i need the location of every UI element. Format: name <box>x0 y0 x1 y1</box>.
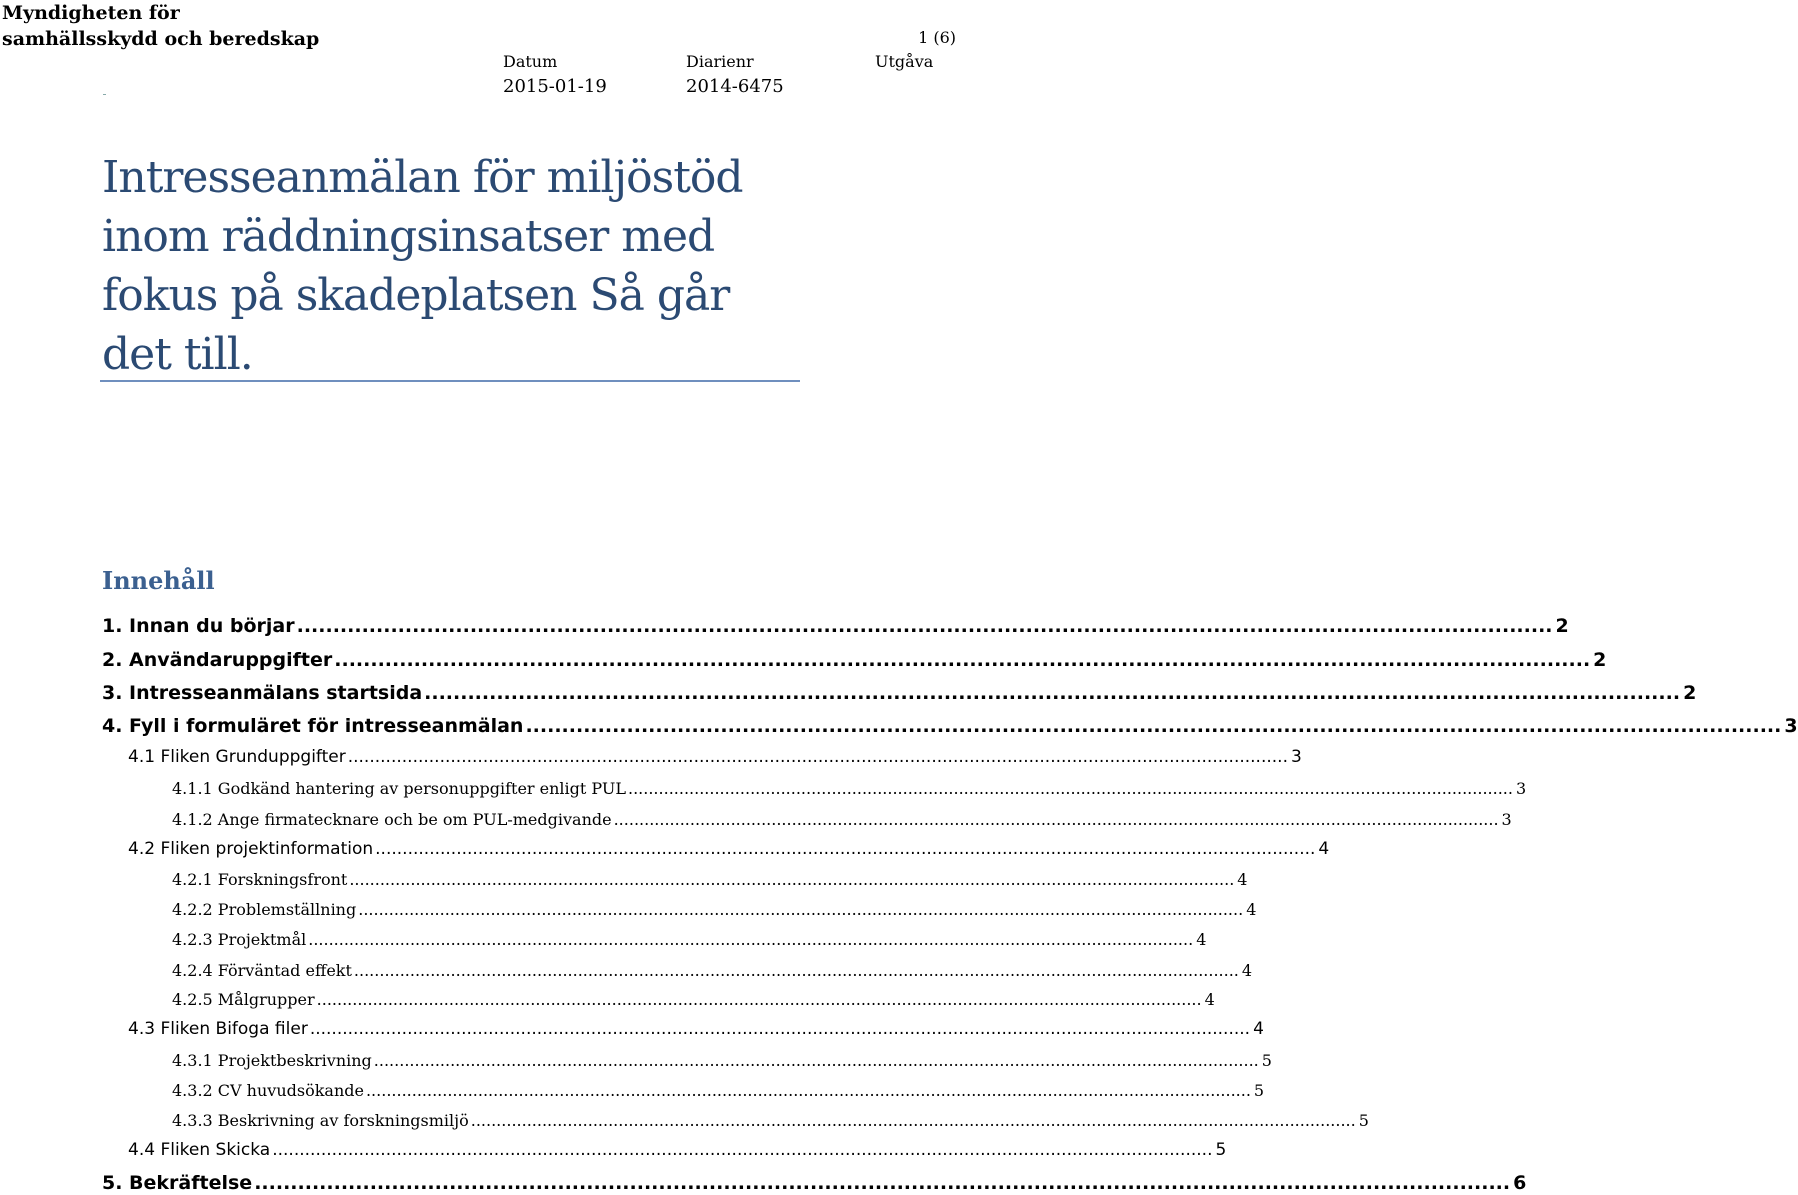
toc-entry[interactable] <box>172 961 1253 980</box>
toc-leader-dots: .............................................................................................................................................................................. <box>373 1051 1259 1070</box>
toc-leader-dots: .............................................................................................................................................................................. <box>349 870 1235 889</box>
diarienr-value: 2014-6475 <box>686 76 784 97</box>
toc-leader-dots: .............................................................................................................................................................................. <box>308 930 1194 949</box>
toc-entry-page: 3 <box>1784 715 1798 737</box>
toc-entry[interactable] <box>128 747 1302 767</box>
toc-entry[interactable] <box>172 810 1512 829</box>
toc-leader-dots: .............................................................................................................................................................................. <box>424 682 1681 704</box>
toc-entry-text: 4.3.2 CV huvudsökande <box>172 1081 364 1100</box>
toc-leader-dots: .............................................................................................................................................................................. <box>358 900 1244 919</box>
toc-entry-text: 4.1 Fliken Grunduppgifter <box>128 747 346 767</box>
toc-entry[interactable] <box>128 1140 1227 1160</box>
toc-heading: Innehåll <box>102 566 215 595</box>
toc-entry-text: 4.2.3 Projektmål <box>172 930 307 949</box>
toc-entry-page: 3 <box>1290 747 1302 767</box>
toc-entry[interactable] <box>172 1111 1369 1130</box>
page-number: 1 (6) <box>918 28 956 47</box>
toc-entry-text: 4.3.1 Projektbeskrivning <box>172 1051 372 1070</box>
organization-name-line1: Myndigheten för <box>2 2 180 24</box>
toc-entry-page: 4 <box>1241 961 1253 980</box>
toc-entry-page: 4 <box>1246 900 1257 919</box>
toc-entry[interactable] <box>102 715 1798 737</box>
toc-entry[interactable] <box>172 1081 1265 1100</box>
title-line-4: det till. <box>102 329 253 380</box>
toc-entry-page: 5 <box>1358 1111 1369 1130</box>
toc-leader-dots: .............................................................................................................................................................................. <box>353 961 1239 980</box>
toc-entry[interactable] <box>172 779 1527 798</box>
toc-leader-dots: .............................................................................................................................................................................. <box>628 779 1513 798</box>
toc-entry-page: 3 <box>1515 779 1527 798</box>
organization-name-line2: samhällsskydd och beredskap <box>2 28 320 50</box>
utgava-label: Utgåva <box>875 52 934 71</box>
toc-entry[interactable] <box>172 1051 1272 1070</box>
toc-leader-dots: .............................................................................................................................................................................. <box>470 1111 1356 1130</box>
toc-entry-text: 2. Användaruppgifter <box>102 649 333 671</box>
toc-entry-page: 4 <box>1318 839 1330 859</box>
toc-entry-text: 3. Intresseanmälans startsida <box>102 682 423 704</box>
toc-entry[interactable] <box>172 870 1248 889</box>
toc-entry-text: 4.1.1 Godkänd hantering av personuppgifter enligt PUL <box>172 779 626 798</box>
toc-entry-page: 2 <box>1683 682 1697 704</box>
toc-entry-text: 4.2 Fliken projektinformation <box>128 839 374 859</box>
toc-leader-dots: .............................................................................................................................................................................. <box>254 1172 1511 1194</box>
toc-entry-page: 2 <box>1593 649 1607 671</box>
toc-entry-page: 5 <box>1261 1051 1272 1070</box>
title-line-1: Intresseanmälan för miljöstöd <box>102 152 743 203</box>
toc-entry-text: 4.4 Fliken Skicka <box>128 1140 271 1160</box>
toc-entry-text: 4.2.2 Problemställning <box>172 900 357 919</box>
toc-entry-text: 4. Fyll i formuläret för intresseanmälan <box>102 715 524 737</box>
toc-entry[interactable] <box>128 839 1330 859</box>
toc-entry-page: 6 <box>1513 1172 1527 1194</box>
toc-leader-dots: .............................................................................................................................................................................. <box>613 810 1499 829</box>
title-line-2: inom räddningsinsatser med <box>102 211 715 262</box>
toc-entry[interactable] <box>102 682 1697 704</box>
toc-entry-text: 4.1.2 Ange firmatecknare och be om PUL-medgivande <box>172 810 612 829</box>
toc-leader-dots: .............................................................................................................................................................................. <box>316 990 1202 1009</box>
toc-entry-page: 2 <box>1555 615 1569 637</box>
toc-leader-dots: .............................................................................................................................................................................. <box>347 747 1288 767</box>
toc-entry-text: 4.2.1 Forskningsfront <box>172 870 348 889</box>
toc-entry[interactable] <box>128 1019 1264 1039</box>
toc-entry[interactable] <box>172 900 1257 919</box>
diarienr-label: Diarienr <box>686 52 754 71</box>
toc-entry-page: 4 <box>1196 930 1207 949</box>
title-line-3: fokus på skadeplatsen Så går <box>102 270 730 321</box>
toc-entry[interactable] <box>102 1172 1527 1194</box>
datum-label: Datum <box>503 52 558 71</box>
toc-entry[interactable] <box>172 990 1215 1009</box>
toc-entry-text: 5. Bekräftelse <box>102 1172 253 1194</box>
toc-entry-text: 4.2.4 Förväntad effekt <box>172 961 352 980</box>
toc-entry-page: 4 <box>1253 1019 1264 1039</box>
toc-leader-dots: .............................................................................................................................................................................. <box>334 649 1591 671</box>
toc-entry-page: 5 <box>1215 1140 1227 1160</box>
toc-entry-page: 4 <box>1204 990 1215 1009</box>
toc-leader-dots: .............................................................................................................................................................................. <box>375 839 1316 859</box>
toc-leader-dots: .............................................................................................................................................................................. <box>525 715 1782 737</box>
toc-entry-page: 4 <box>1237 870 1248 889</box>
toc-leader-dots: .............................................................................................................................................................................. <box>296 615 1553 637</box>
toc-entry[interactable] <box>172 930 1207 949</box>
toc-entry-text: 1. Innan du börjar <box>102 615 295 637</box>
toc-entry-page: 5 <box>1253 1081 1265 1100</box>
toc-entry-text: 4.2.5 Målgrupper <box>172 990 315 1009</box>
toc-leader-dots: .............................................................................................................................................................................. <box>365 1081 1251 1100</box>
toc-entry[interactable] <box>102 649 1607 671</box>
toc-leader-dots: .............................................................................................................................................................................. <box>309 1019 1251 1039</box>
toc-leader-dots: .............................................................................................................................................................................. <box>272 1140 1213 1160</box>
toc-entry-text: 4.3.3 Beskrivning av forskningsmiljö <box>172 1111 469 1130</box>
datum-value: 2015-01-19 <box>503 76 607 97</box>
toc-entry[interactable] <box>102 615 1569 637</box>
toc-entry-page: 3 <box>1501 810 1512 829</box>
toc-entry-text: 4.3 Fliken Bifoga filer <box>128 1019 308 1039</box>
